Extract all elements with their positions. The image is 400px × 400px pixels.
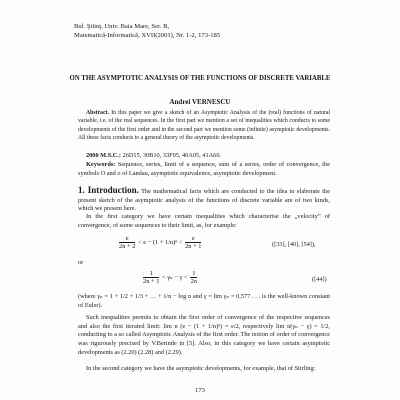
formula1-right-num: e (185, 235, 201, 243)
formula-2 (142, 270, 198, 285)
msc-label: 2000 M.S.C.: (86, 152, 121, 159)
formula1-refs: ([33], [40], [54]), (272, 241, 316, 248)
intro-paragraph-1 (78, 186, 330, 214)
formula1-middle: < e − (1 + 1/n)ⁿ < (138, 238, 183, 246)
journal-line-1: Bul. Ştiinţ. Univ. Baia Mare, Ser. B, (74, 23, 170, 30)
keywords-label: Keywords: (86, 161, 116, 168)
intro-paragraph-3: Such inequalities permits to obtain the first order of convergence of the respective sequences and also the first iterated limit: lim n (e − (1 + 1/n)ⁿ) = e/2, respectively lim n(γₙ − γ) = 1/2, conducting to a so called Asymptotic Analysis of the first order. The notion of order of convergence was rigurously precised by V.Berinde in [5]. Also, in this category we have certain asymptotic developments as (2.20) (2.28) and (2.29). (78, 314, 330, 356)
abstract-text: In this paper we give a sketch of an Asymptotic Analysis of the (real) functions of natural variable, i.e. of the real sequences. In the first part we mention a set of inequalities which conducts to some developments of the first order and in the second part we mention some (infinite) asymptotic developments. All these facts conducts to a general theory of the asymptotic developments. (78, 110, 331, 141)
formula1-left-num: e (119, 235, 135, 243)
author-name: Andrei VERNESCU (169, 98, 231, 106)
formula1-right-fraction (185, 235, 201, 250)
msc (78, 152, 330, 161)
formula1-left-den: 2n + 2 (119, 243, 136, 250)
or-text: or (78, 259, 84, 266)
intro-text-1: The mathematical facts which are conducted to the idea to elaborate the present sketch of the asymptotic analysis of the functions of discrete variable are of two kinds, which we present here. (78, 188, 330, 213)
formula2-right-den: 2n (190, 278, 198, 285)
formula2-right-num: 1 (192, 270, 196, 277)
formula2-middle: < γₙ − γ < (162, 273, 188, 281)
keywords-text: Sequence, series, limit of a sequence, sum of a series, order of convergence, the symbols O and o of Landau, asymptotic equivalence, asymptotic development. (78, 161, 331, 177)
formula2-left-fraction (143, 270, 159, 285)
journal-line-2: Matematică-Informatică, XVII(2001), Nr. 1-2, 173-185 (74, 32, 221, 39)
abstract-label: Abstract. (86, 110, 110, 116)
formula2-refs: ([44]) (312, 276, 327, 283)
formula2-left-den: 2n + 1 (143, 278, 160, 285)
intro-paragraph-4: In the second category we have the asymptotic developments, for example, that of Stirling: (86, 365, 316, 372)
formula-1 (118, 235, 202, 250)
abstract (78, 109, 330, 142)
page-number: 173 (195, 387, 205, 394)
where-text: (where γₙ = 1 + 1/2 + 1/3 + … + 1/n − log n and γ = lim γₙ = 0,577 . . . is the well-known constant of Euler). (78, 293, 330, 309)
msc-text: 26D15, 30B10, 33F05, 40A05, 41A60. (122, 152, 222, 159)
keywords (78, 161, 330, 178)
formula1-right-den: 2n + 1 (185, 243, 202, 250)
intro-paragraph-2: In the first category we have certain inequalities which characterise the „velocity” of convergence, of some sequences to their limit, as, for example: (78, 213, 330, 229)
paper-title: ON THE ASYMPTOTIC ANALYSIS OF THE FUNCTIONS OF DISCRETE VARIABLE (69, 75, 331, 82)
formula2-right-fraction (190, 270, 197, 285)
formula2-left-num: 1 (143, 270, 159, 278)
formula1-left-fraction (119, 235, 135, 250)
section-heading: 1. Introduction. (78, 185, 139, 195)
